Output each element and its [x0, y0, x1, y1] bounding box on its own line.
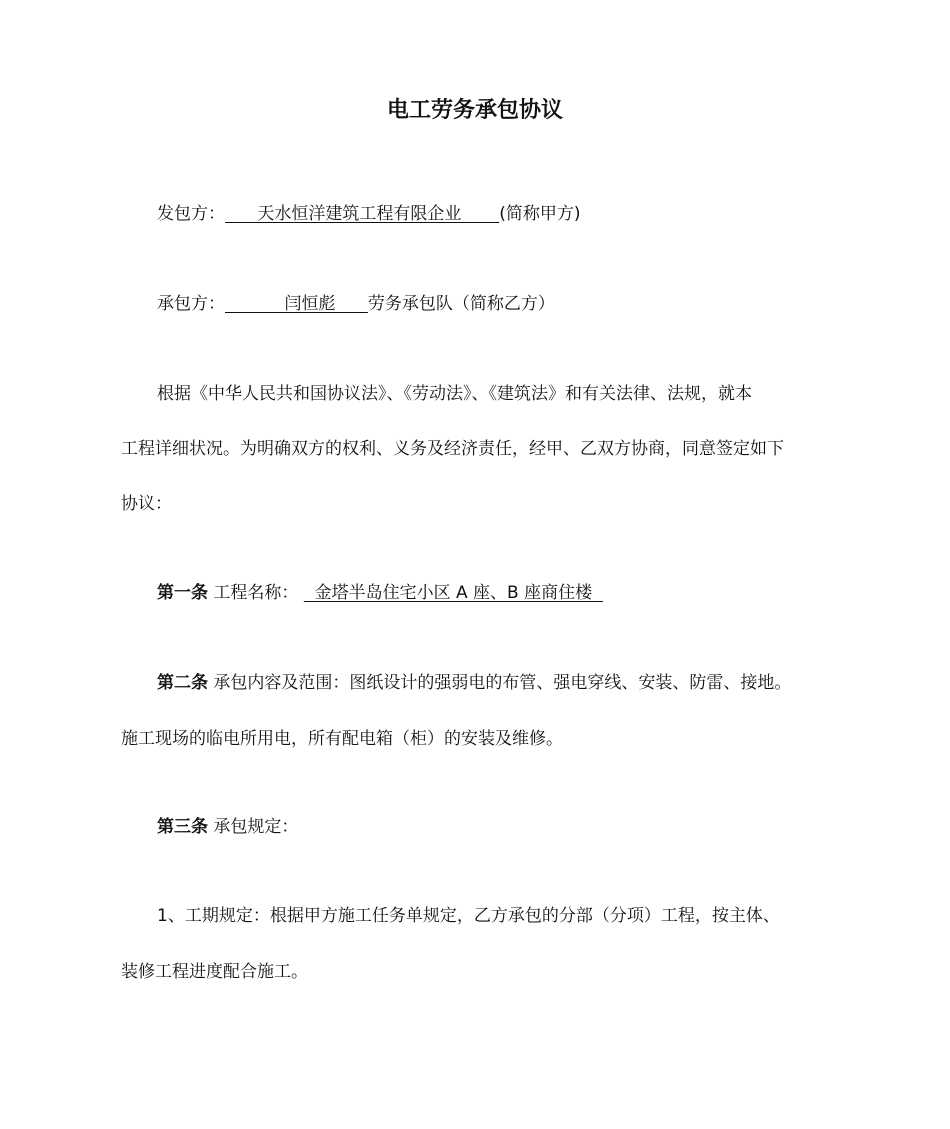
party-b-name: 闫恒彪 [225, 294, 368, 314]
preamble-text-3: 协议： [121, 494, 172, 514]
article-1-row [157, 580, 603, 606]
article-2-row [157, 670, 791, 696]
article-3-row [157, 814, 298, 840]
party-a-name: 天水恒洋建筑工程有限企业 [225, 204, 500, 224]
preamble-text-2: 工程详细状况。为明确双方的权利、义务及经济责任，经甲、乙双方协商，同意签定如下 [121, 439, 784, 459]
article-2-text-2: 施工现场的临电所用电，所有配电箱（柜）的安装及维修。 [121, 729, 563, 749]
party-b-row [157, 291, 555, 317]
document-title: 电工劳务承包协议 [386, 98, 563, 123]
article-2-heading: 第二条 [157, 673, 208, 693]
article-1-heading: 第一条 [157, 583, 208, 603]
preamble-text-1: 根据《中华人民共和国协议法》、《劳动法》、《建筑法》和有关法律、法规，就本 [157, 384, 752, 404]
party-a-suffix: (简称甲方) [499, 204, 581, 224]
party-b-label: 承包方： [157, 294, 225, 314]
party-a-label: 发包方： [157, 204, 225, 224]
clause-1-text-1: 1、工期规定：根据甲方施工任务单规定，乙方承包的分部（分项）工程，按主体、 [157, 906, 780, 926]
article-1-label: 工程名称： [208, 583, 304, 603]
article-2-text-1: 承包内容及范围：图纸设计的强弱电的布管、强电穿线、安装、防雷、接地。 [208, 673, 792, 693]
party-a-row [157, 201, 581, 227]
article-3-heading: 第三条 [157, 817, 208, 837]
project-name: 金塔半岛住宅小区 A 座、B 座商住楼 [303, 583, 603, 603]
clause-1-text-2: 装修工程进度配合施工。 [121, 962, 308, 982]
party-b-suffix: 劳务承包队（简称乙方） [367, 294, 555, 314]
article-3-text: 承包规定： [208, 817, 299, 837]
